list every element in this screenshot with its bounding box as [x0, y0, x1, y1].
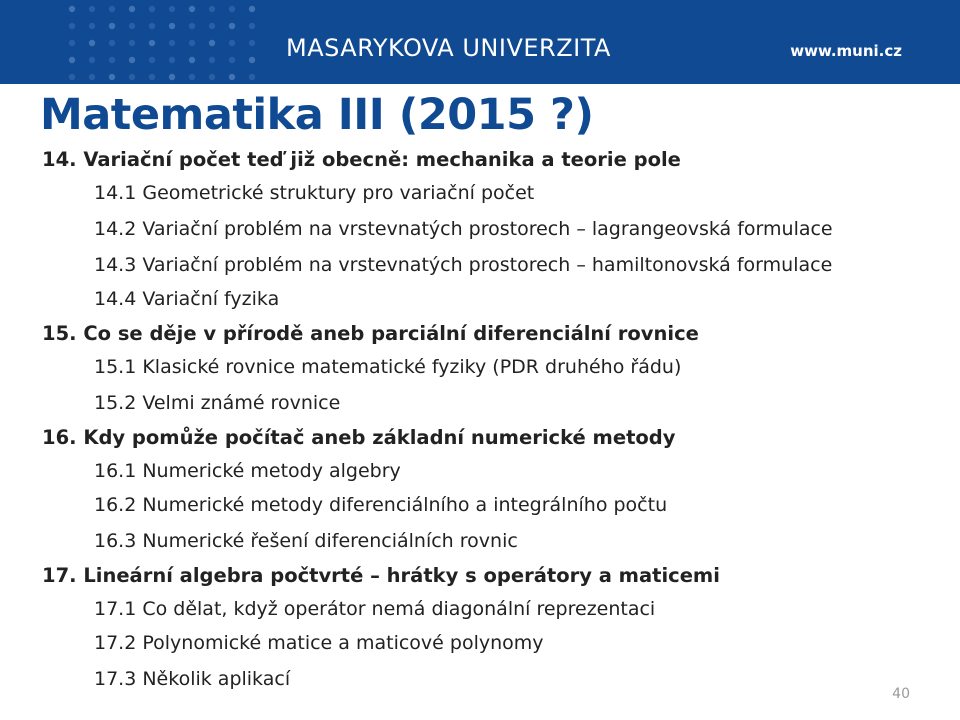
- logo-dot: [69, 57, 75, 63]
- logo-dot: [249, 6, 255, 12]
- header-bar: [0, 0, 960, 84]
- outline-item-16-3: 16.3 Numerické řešení diferenciálních rovnic: [94, 530, 518, 552]
- logo-dot: [149, 74, 155, 80]
- logo-dot: [69, 6, 75, 12]
- logo-dot: [189, 23, 195, 29]
- logo-dot: [69, 23, 75, 29]
- logo-dot: [169, 40, 175, 46]
- logo-dot: [209, 40, 215, 46]
- logo-dot: [89, 6, 95, 12]
- logo-dot: [109, 40, 115, 46]
- slide-title: Matematika III (2015 ?): [40, 90, 594, 140]
- logo-dot: [169, 23, 175, 29]
- logo-dot: [249, 40, 255, 46]
- logo-dot: [149, 57, 155, 63]
- logo-dot: [189, 40, 195, 46]
- logo-dot: [209, 74, 215, 80]
- logo-dot: [249, 57, 255, 63]
- logo-dot: [69, 40, 75, 46]
- outline-item-15-1: 15.1 Klasické rovnice matematické fyziky (PDR druhého řádu): [94, 356, 682, 378]
- outline-item-14-1: 14.1 Geometrické struktury pro variační počet: [94, 182, 535, 204]
- logo-dot: [69, 74, 75, 80]
- outline-item-15-2: 15.2 Velmi známé rovnice: [94, 392, 341, 414]
- logo-dot: [129, 57, 135, 63]
- logo-dot: [149, 40, 155, 46]
- logo-dot: [209, 6, 215, 12]
- outline-item-16-1: 16.1 Numerické metody algebry: [94, 460, 401, 482]
- outline-item-16: 16. Kdy pomůže počítač aneb základní numerické metody: [42, 426, 676, 449]
- logo-dot: [129, 23, 135, 29]
- logo-dot: [229, 57, 235, 63]
- logo-dot: [169, 6, 175, 12]
- logo-dot: [89, 57, 95, 63]
- university-url: www.muni.cz: [790, 42, 902, 60]
- logo-dot: [229, 40, 235, 46]
- logo-dot: [249, 23, 255, 29]
- logo-dot: [89, 74, 95, 80]
- outline-item-14-3: 14.3 Variační problém na vrstevnatých prostorech – hamiltonovská formulace: [94, 254, 833, 276]
- outline-item-17-2: 17.2 Polynomické matice a maticové polynomy: [94, 632, 544, 654]
- outline-item-17-3: 17.3 Několik aplikací: [94, 668, 291, 690]
- logo-dot: [209, 23, 215, 29]
- logo-dot: [169, 57, 175, 63]
- logo-dot: [189, 6, 195, 12]
- logo-dot: [129, 74, 135, 80]
- outline-item-17-1: 17.1 Co dělat, když operátor nemá diagonální reprezentaci: [94, 598, 656, 620]
- logo-dot: [229, 74, 235, 80]
- logo-dot: [109, 74, 115, 80]
- logo-dot: [149, 6, 155, 12]
- logo-dot: [109, 57, 115, 63]
- logo-dot-grid-icon: [60, 0, 280, 84]
- logo-dot: [89, 23, 95, 29]
- outline-item-16-2: 16.2 Numerické metody diferenciálního a integrálního počtu: [94, 494, 668, 516]
- logo-dot: [109, 6, 115, 12]
- logo-dot: [189, 57, 195, 63]
- logo-dot: [149, 23, 155, 29]
- outline-item-14-2: 14.2 Variační problém na vrstevnatých prostorech – lagrangeovská formulace: [94, 218, 833, 240]
- outline-item-14-4: 14.4 Variační fyzika: [94, 288, 280, 310]
- logo-dot: [229, 6, 235, 12]
- logo-dot: [209, 57, 215, 63]
- logo-dot: [229, 23, 235, 29]
- page-number: 40: [892, 686, 910, 702]
- logo-dot: [89, 40, 95, 46]
- university-name: MASARYKOVA UNIVERZITA: [286, 34, 611, 62]
- logo-dot: [109, 23, 115, 29]
- logo-dot: [249, 74, 255, 80]
- outline-item-15: 15. Co se děje v přírodě aneb parciální diferenciální rovnice: [42, 322, 699, 345]
- outline-item-17: 17. Lineární algebra počtvrté – hrátky s operátory a maticemi: [42, 564, 720, 587]
- logo-dot: [189, 74, 195, 80]
- logo-dot: [129, 40, 135, 46]
- outline-item-14: 14. Variační počet teď již obecně: mechanika a teorie pole: [42, 148, 681, 171]
- logo-dot: [129, 6, 135, 12]
- logo-dot: [169, 74, 175, 80]
